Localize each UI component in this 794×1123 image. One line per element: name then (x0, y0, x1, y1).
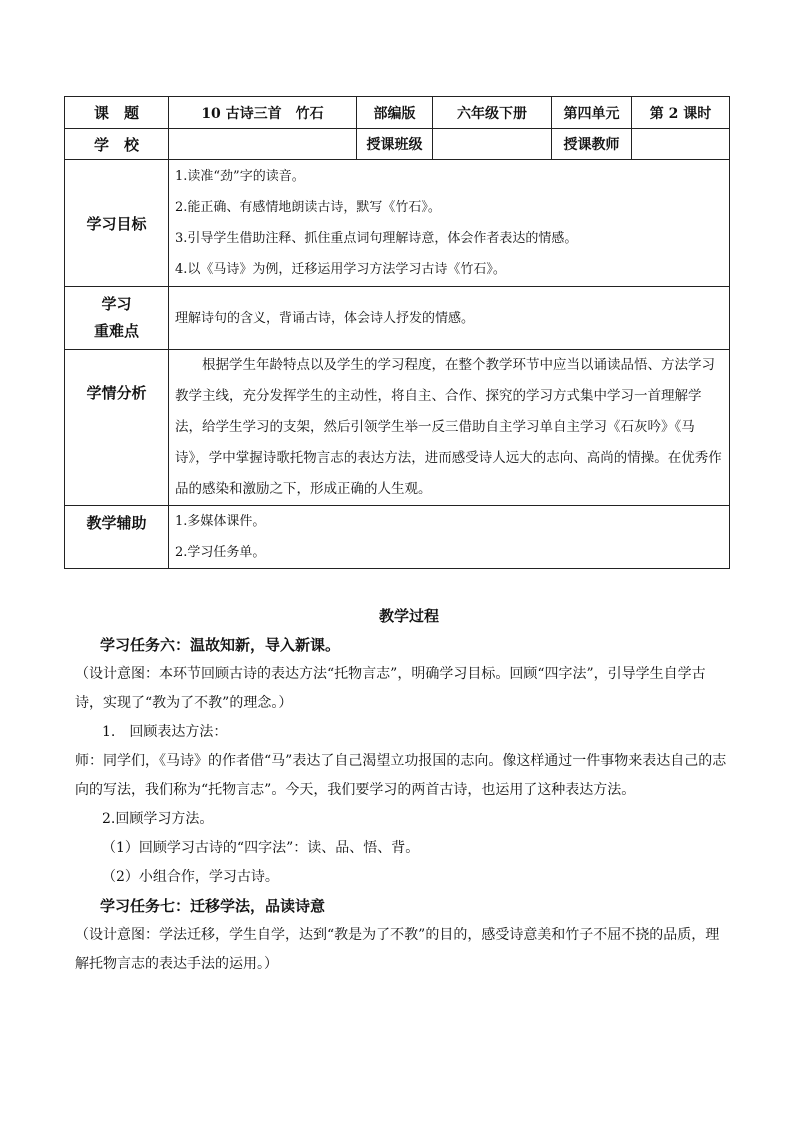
teacher-label: 授课教师 (552, 129, 632, 160)
lesson-label: 课 题 (65, 97, 169, 129)
teaching-process (75, 601, 730, 979)
aid-item: 2.学习任务单。 (175, 545, 266, 560)
table-row-school (65, 129, 730, 160)
goals-cell (169, 160, 730, 287)
teacher-value (632, 129, 730, 160)
keypoints-label-line2: 重难点 (93, 322, 139, 340)
aids-label: 教学辅助 (65, 506, 169, 569)
goal-item: 1.读准“劲”字的读音。 (175, 169, 305, 184)
period: 第 2 课时 (632, 97, 730, 129)
lesson-plan-table (64, 96, 730, 569)
keypoints-label (65, 287, 169, 350)
step2-sub1: （1）回顾学习古诗的“四字法”：读、品、悟、背。 (102, 840, 420, 856)
goal-item: 4.以《马诗》为例，迁移运用学习方法学习古诗《竹石》。 (175, 262, 506, 277)
unit: 第四单元 (552, 97, 632, 129)
analysis-label: 学情分析 (65, 350, 169, 506)
step1: 1. 回顾表达方法： (102, 724, 228, 740)
step2: 2.回顾学习方法。 (102, 811, 214, 827)
goals-label: 学习目标 (65, 160, 169, 287)
class-label: 授课班级 (357, 129, 433, 160)
class-value (433, 129, 552, 160)
teacher-speech: 师：同学们，《马诗》的作者借“马”表达了自己渴望立功报国的志向。像这样通过一件事物来表达自己的志向的写法，我们称为“托物言志”。今天，我们要学习的两首古诗，也运用了这种表达方法。 (75, 753, 727, 798)
lesson-title: 10 古诗三首 竹石 (169, 97, 357, 129)
goal-item: 3.引导学生借助注释、抓住重点词句理解诗意，体会作者表达的情感。 (175, 231, 578, 246)
grade: 六年级下册 (433, 97, 552, 129)
table-row-goals (65, 160, 730, 287)
keypoints-text: 理解诗句的含义，背诵古诗，体会诗人抒发的情感。 (169, 287, 730, 350)
task6-intent: （设计意图：本环节回顾古诗的表达方法“托物言志”，明确学习目标。回顾“四字法”，引导学生自学古诗，实现了“教为了不教”的理念。） (75, 666, 706, 711)
analysis-text: 根据学生年龄特点以及学生的学习程度，在整个教学环节中应当以诵读品悟、方法学习教学主线，充分发挥学生的主动性，将自主、合作、探究的学习方式集中学习一首理解学法，给学生学习的支架，然后引领学生举一反三借助自主学习单自主学习《石灰吟》《马诗》，学中掌握诗歌托物言志的表达方法，进而感受诗人远大的志向、高尚的情操。在优秀作品的感染和激励之下，形成正确的人生观。 (169, 350, 730, 506)
step2-sub2: （2）小组合作，学习古诗。 (102, 869, 279, 885)
table-row-analysis (65, 350, 730, 506)
goal-item: 2.能正确、有感情地朗读古诗，默写《竹石》。 (175, 200, 441, 215)
table-row-keypoints (65, 287, 730, 350)
aids-cell (169, 506, 730, 569)
task7-heading: 学习任务七：迁移学法，品读诗意 (100, 897, 326, 915)
keypoints-label-line1: 学习 (101, 295, 132, 313)
process-title: 教学过程 (378, 607, 439, 625)
school-value (169, 129, 357, 160)
edition: 部编版 (357, 97, 433, 129)
table-row-aids (65, 506, 730, 569)
task6-heading: 学习任务六：温故知新，导入新课。 (100, 636, 341, 654)
task7-intent: （设计意图：学法迁移，学生自学，达到“教是为了不教”的目的，感受诗意美和竹子不屈不挠的品质，理解托物言志的表达手法的运用。） (75, 927, 720, 972)
school-label: 学 校 (65, 129, 169, 160)
aid-item: 1.多媒体课件。 (175, 514, 266, 529)
table-row-lesson (65, 97, 730, 129)
